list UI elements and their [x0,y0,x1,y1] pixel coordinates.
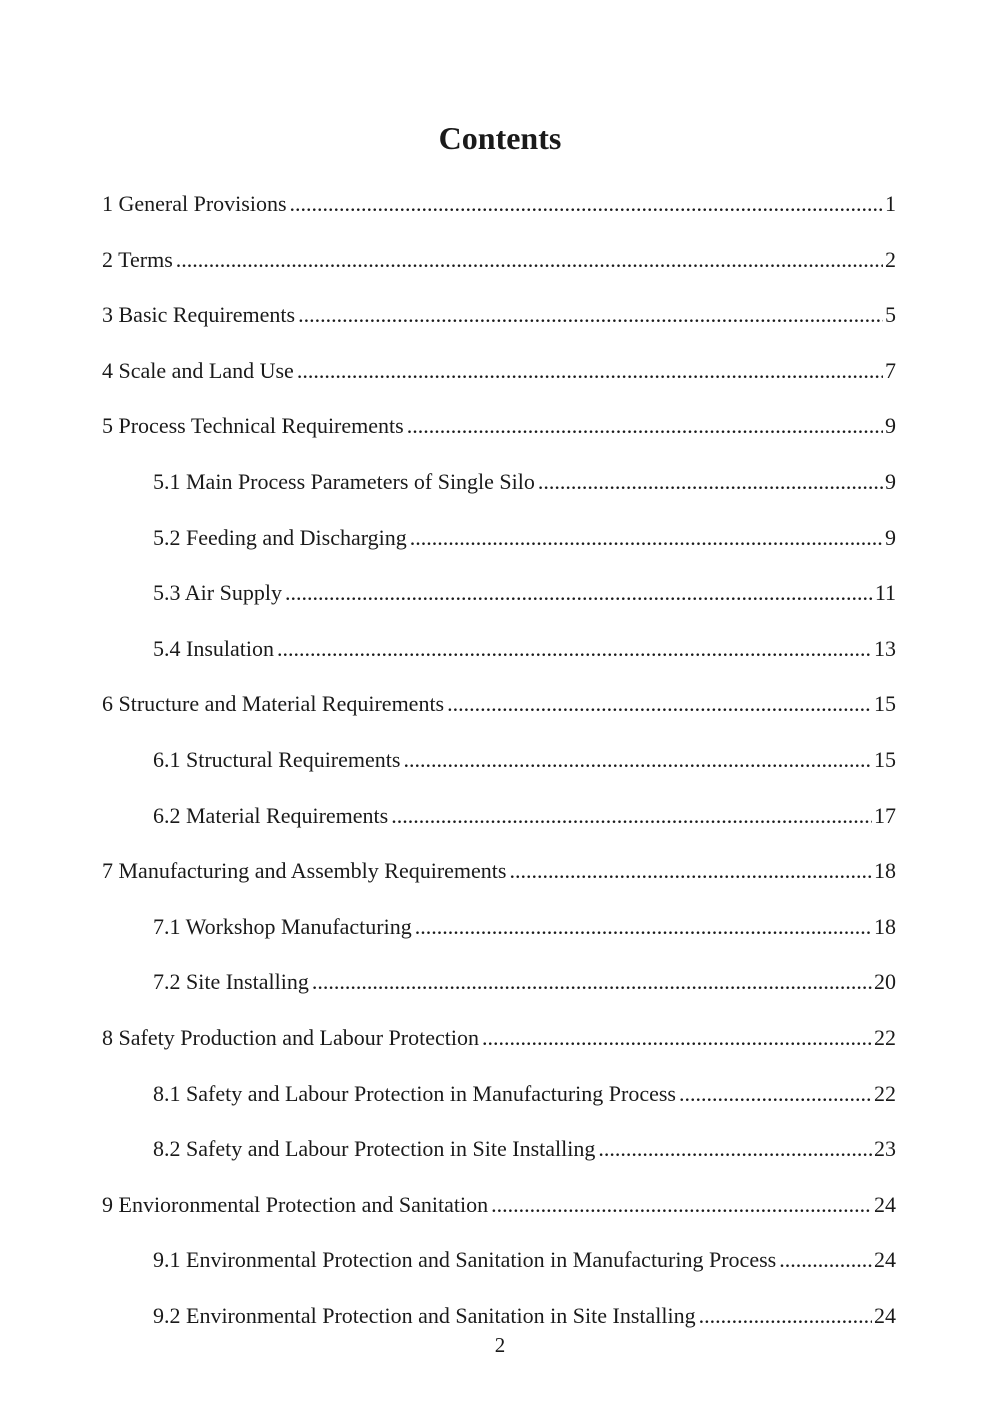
toc-subentry[interactable] [102,464,896,520]
toc-entry-page: 13 [874,635,896,661]
toc-leader-dots [312,964,872,1000]
toc-entry-label: 8.1 Safety and Labour Protection in Manufacturing Process [153,1080,676,1106]
toc-subentry[interactable] [102,1076,896,1132]
toc-entry-label: 6.1 Structural Requirements [153,746,401,772]
toc-entry-page: 23 [874,1136,896,1162]
toc-entry[interactable] [102,853,896,909]
toc-subentry[interactable] [102,798,896,854]
toc-entry[interactable] [102,1187,896,1243]
page-number: 2 [494,1333,506,1357]
toc-entry-page: 9 [885,468,896,494]
toc-subentry[interactable] [102,1242,896,1298]
toc-entry-page: 20 [874,969,896,995]
toc-leader-dots [699,1298,872,1334]
toc-leader-dots [779,1242,872,1278]
toc-leader-dots [403,742,872,778]
toc-leader-dots [679,1076,872,1112]
toc-entry-label: 5.3 Air Supply [153,580,282,606]
toc-leader-dots [538,464,883,500]
toc-entry-page: 11 [874,580,896,606]
toc-entry-label: 2 Terms [102,246,173,272]
page-title: Contents [438,120,562,156]
toc-entry-page: 22 [874,1024,896,1050]
toc-subentry[interactable] [102,575,896,631]
toc-entry-label: 6.2 Material Requirements [153,802,389,828]
toc-entry[interactable] [102,686,896,742]
toc-leader-dots [407,408,883,444]
toc-entry-page: 2 [885,246,896,272]
toc-leader-dots [391,798,872,834]
toc-leader-dots [447,686,872,722]
toc-entry[interactable] [102,186,896,242]
toc-entry-label: 5.4 Insulation [153,635,274,661]
toc-entry[interactable] [102,408,896,464]
toc-entry-page: 5 [885,302,896,328]
toc-entry-label: 8 Safety Production and Labour Protection [102,1024,479,1050]
toc-entry-page: 24 [874,1302,896,1328]
toc-entry-label: 7.1 Workshop Manufacturing [153,913,412,939]
toc-leader-dots [410,520,883,556]
toc-entry-page: 1 [885,191,896,216]
toc-leader-dots [509,853,872,889]
toc-entry-label: 7.2 Site Installing [153,969,309,995]
toc-leader-dots [297,353,883,389]
toc-entry[interactable] [102,353,896,409]
toc-entry-label: 5.1 Main Process Parameters of Single Silo [153,468,535,494]
toc-subentry[interactable] [102,909,896,965]
toc-entry-label: 4 Scale and Land Use [102,357,294,383]
toc-leader-dots [176,242,883,278]
toc-leader-dots [415,909,872,945]
toc-leader-dots [598,1131,872,1167]
toc-entry-page: 15 [874,746,896,772]
toc-subentry[interactable] [102,520,896,576]
table-of-contents [102,186,896,1353]
toc-entry-label: 5.2 Feeding and Discharging [153,524,407,550]
toc-entry-page: 22 [874,1080,896,1106]
toc-leader-dots [277,631,872,667]
toc-entry[interactable] [102,242,896,298]
toc-entry-page: 24 [874,1191,896,1217]
toc-entry-label: 9 Envioronmental Protection and Sanitation [102,1191,489,1217]
toc-entry[interactable] [102,1020,896,1076]
toc-entry[interactable] [102,297,896,353]
toc-entry-page: 9 [885,524,896,550]
toc-leader-dots [482,1020,872,1056]
toc-entry-label: 9.2 Environmental Protection and Sanitation in Site Installing [153,1302,696,1328]
toc-entry-label: 9.1 Environmental Protection and Sanitation in Manufacturing Process [153,1247,777,1273]
toc-entry-page: 15 [874,691,896,717]
toc-leader-dots [491,1187,872,1223]
toc-entry-label: 3 Basic Requirements [102,302,296,328]
toc-subentry[interactable] [102,964,896,1020]
toc-entry-label: 5 Process Technical Requirements [102,413,404,439]
toc-entry-page: 9 [885,413,896,439]
toc-subentry[interactable] [102,631,896,687]
toc-entry-page: 18 [874,858,896,884]
toc-entry-label: 8.2 Safety and Labour Protection in Site Installing [153,1136,596,1162]
toc-leader-dots [290,186,883,222]
toc-entry-page: 7 [885,357,896,383]
toc-entry-page: 18 [874,913,896,939]
toc-entry-page: 17 [874,802,896,828]
toc-subentry[interactable] [102,742,896,798]
toc-leader-dots [298,297,883,333]
toc-entry-label: 6 Structure and Material Requirements [102,691,445,717]
toc-entry-label: 7 Manufacturing and Assembly Requirements [102,858,507,884]
toc-leader-dots [285,575,873,611]
toc-entry-page: 24 [874,1247,896,1273]
toc-entry-label: 1 General Provisions [102,191,287,216]
toc-subentry[interactable] [102,1131,896,1187]
